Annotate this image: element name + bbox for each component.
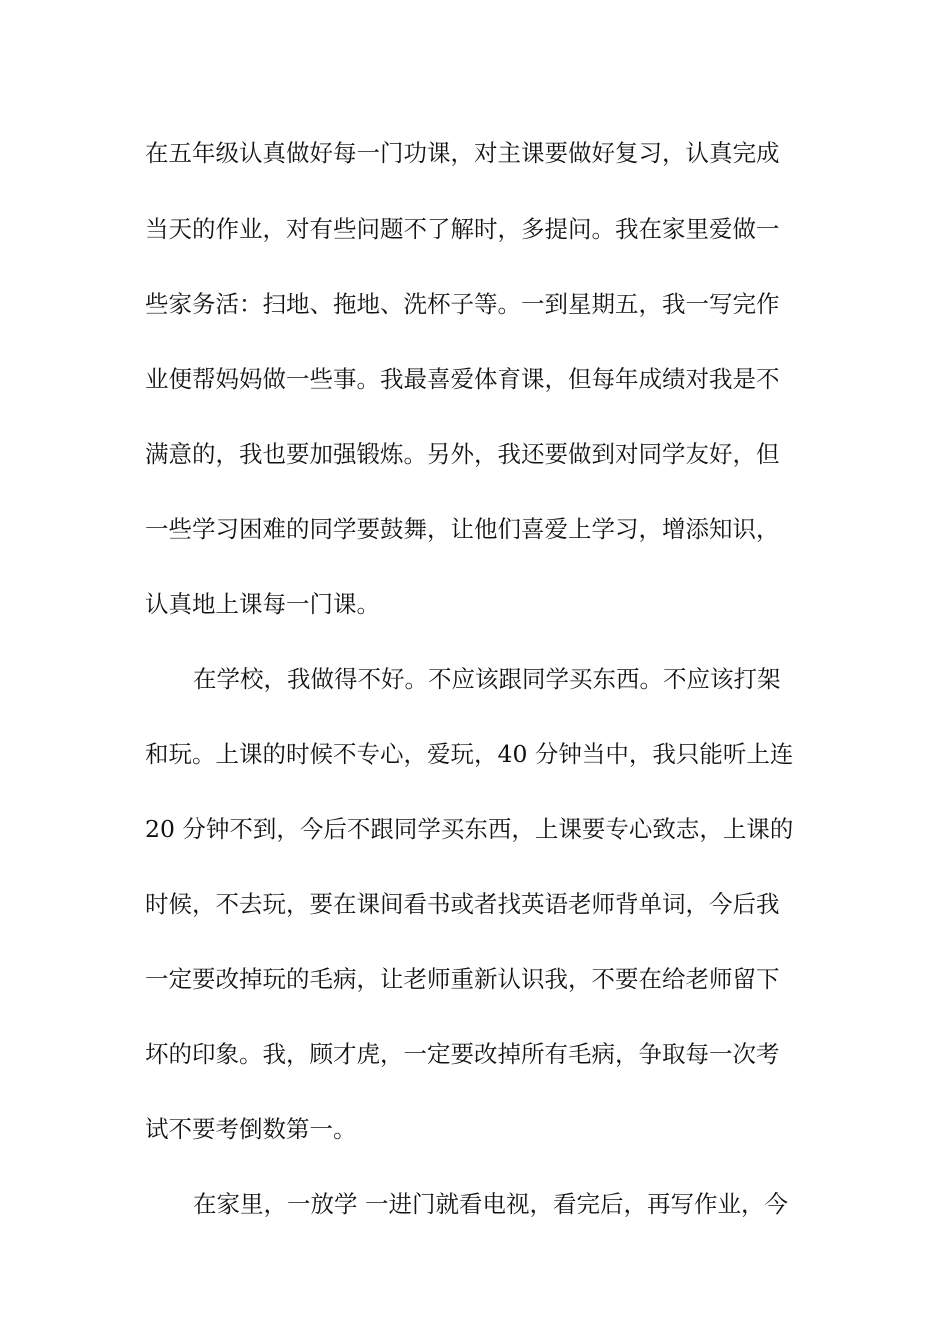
paragraph-first-line: 在学校，我做得不好。不应该跟同学买东西。不应该打架 (193, 665, 781, 693)
text-line: 认真地上课每一门课。 (145, 590, 380, 618)
text-line: 20 分钟不到，今后不跟同学买东西，上课要专心致志，上课的 (145, 815, 794, 843)
text-line: 些家务活：扫地、拖地、洗杯子等。一到星期五，我一写完作 (145, 290, 780, 318)
text-line: 在五年级认真做好每一门功课，对主课要做好复习，认真完成 (145, 139, 780, 167)
text-line: 和玩。上课的时候不专心，爱玩，40 分钟当中，我只能听上连 (145, 740, 794, 768)
text-line: 时候，不去玩，要在课间看书或者找英语老师背单词，今后我 (145, 890, 780, 918)
paragraph-first-line: 在家里，一放学 一进门就看电视，看完后，再写作业，今 (193, 1190, 788, 1218)
text-line: 一定要改掉玩的毛病，让老师重新认识我，不要在给老师留下 (145, 965, 780, 993)
text-line: 业便帮妈妈做一些事。我最喜爱体育课，但每年成绩对我是不 (145, 365, 780, 393)
text-line: 试不要考倒数第一。 (145, 1115, 357, 1143)
text-line: 一些学习困难的同学要鼓舞，让他们喜爱上学习，增添知识， (145, 515, 780, 543)
text-line: 当天的作业，对有些问题不了解时，多提问。我在家里爱做一 (145, 215, 780, 243)
text-line: 坏的印象。我，顾才虎，一定要改掉所有毛病，争取每一次考 (145, 1040, 780, 1068)
text-line: 满意的，我也要加强锻炼。另外，我还要做到对同学友好，但 (145, 440, 780, 468)
